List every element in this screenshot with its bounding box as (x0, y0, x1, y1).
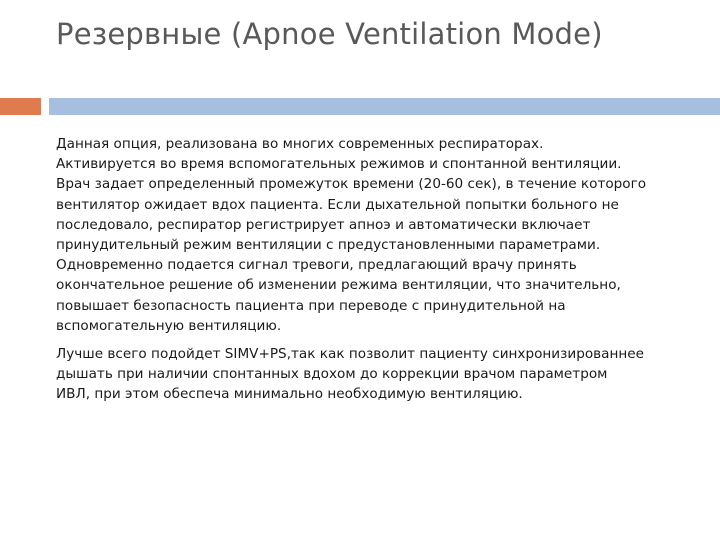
slide-title: Резервные (Apnoe Ventilation Mode) (56, 17, 603, 51)
text-line: последовало, респиратор регистрирует апноэ и автоматически включает (56, 216, 591, 233)
body-paragraph-2 (56, 344, 711, 405)
body-paragraph-1 (56, 134, 711, 336)
text-line: Одновременно подается сигнал тревоги, предлагающий врачу принять (56, 257, 577, 274)
text-line: дышать при наличии спонтанных вдохом до коррекции врачом параметром (56, 366, 608, 383)
text-line: окончательное решение об изменении режима вентиляции, что значительно, (56, 277, 621, 294)
text-line: вспомогательную вентиляцию. (56, 317, 282, 334)
slide-body (56, 134, 711, 405)
text-line: ИВЛ, при этом обеспеча минимально необходимую вентиляцию. (56, 386, 523, 403)
text-line: Лучше всего подойдет SIMV+PS,так как позволит пациенту синхронизированнее (56, 346, 644, 363)
text-line: Врач задает определенный промежуток времени (20-60 сек), в течение которого (56, 176, 647, 193)
text-line: вентилятор ожидает вдох пациента. Если дыхательной попытки больного не (56, 196, 619, 213)
accent-bar-orange (0, 98, 41, 115)
text-line: повышает безопасность пациента при переводе с принудительной на (56, 297, 566, 314)
accent-bar-blue (49, 98, 720, 115)
text-line: принудительный режим вентиляции с предустановленными параметрами. (56, 237, 601, 254)
text-line: Активируется во время вспомогательных режимов и спонтанной вентиляции. (56, 156, 622, 173)
text-line: Данная опция, реализована во многих современных респираторах. (56, 136, 544, 152)
